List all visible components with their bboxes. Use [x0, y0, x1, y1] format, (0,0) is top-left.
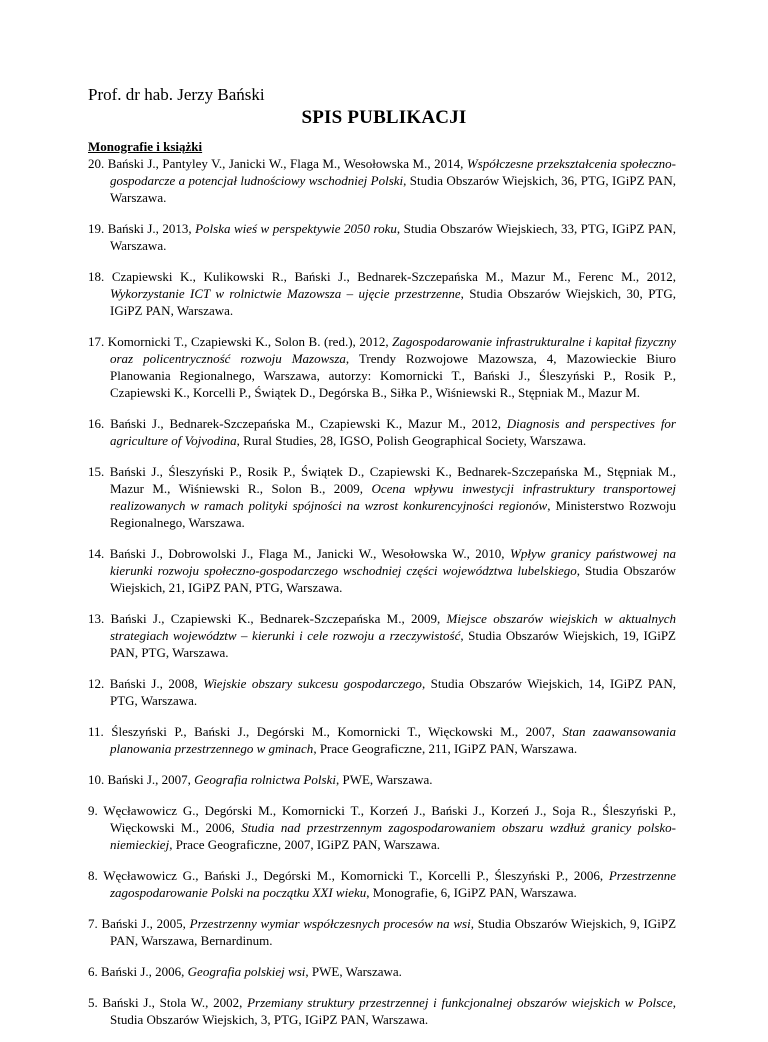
- entry-details: Studia Obszarów Wiejskich, 9, IGiPZ PAN, Warszawa, Bernardinum.: [110, 916, 677, 948]
- entry-details: , Prace Geograficzne, 2007, IGiPZ PAN, Warszawa.: [169, 837, 440, 852]
- publication-entry: [88, 771, 676, 788]
- entry-details: , Rural Studies, 28, IGSO, Polish Geographical Society, Warszawa.: [236, 433, 587, 448]
- publication-entry: [88, 155, 676, 206]
- entry-details: , Studia Obszarów Wiejskich, 21, IGiPZ PAN, PTG, Warszawa.: [110, 563, 676, 595]
- entry-authors: 5. Bański J., Stola W., 2002,: [88, 995, 248, 1010]
- publication-entry: [88, 802, 676, 853]
- entry-details: , PWE, Warszawa.: [305, 964, 402, 979]
- entry-authors: 17. Komornicki T., Czapiewski K., Solon B. (red.), 2012,: [88, 334, 393, 349]
- entry-details: , Studia Obszarów Wiejskich, 3, PTG, IGiPZ PAN, Warszawa.: [110, 995, 676, 1027]
- author-name: Prof. dr hab. Jerzy Bański: [88, 85, 265, 104]
- entry-title: Polska wieś w perspektywie 2050 roku: [195, 221, 397, 236]
- page-title: SPIS PUBLIKACJI: [301, 107, 467, 128]
- publication-entry: [88, 994, 676, 1028]
- entry-authors: 18. Czapiewski K., Kulikowski R., Bański J., Bednarek-Szczepańska M., Mazur M., Ferenc M., 2012,: [88, 269, 676, 284]
- entry-title: Wykorzystanie ICT w rolnictwie Mazowsza – ujęcie przestrzenne: [110, 286, 461, 301]
- entry-title: Miejsce obszarów wiejskich w aktualnych strategiach województw – kierunki i cele rozwoju a rzeczywistość: [110, 611, 676, 643]
- entry-details: , Ministerstwo Rozwoju Regionalnego, Warszawa.: [110, 498, 676, 530]
- entry-authors: 16. Bański J., Bednarek-Szczepańska M., Czapiewski K., Mazur M., 2012,: [88, 416, 507, 431]
- entry-authors: 8. Węcławowicz G., Bański J., Degórski M., Komornicki T., Korcelli P., Śleszyński P., 2006,: [88, 868, 609, 883]
- entry-details: , Studia Obszarów Wiejskich, 36, PTG, IGiPZ PAN, Warszawa.: [110, 173, 677, 205]
- entry-title: Diagnosis and perspectives for agriculture of Vojvodina: [110, 416, 676, 448]
- publication-entry: [88, 915, 676, 949]
- entry-title: Wpływ granicy państwowej na kierunki rozwoju społeczno-gospodarczego wschodniej części województwa lubelskiego: [110, 546, 676, 578]
- entry-authors: 11. Śleszyński P., Bański J., Degórski M., Komornicki T., Więckowski M., 2007,: [88, 724, 563, 739]
- entry-details: , Prace Geograficzne, 211, IGiPZ PAN, Warszawa.: [313, 741, 578, 756]
- entry-authors: 12. Bański J., 2008,: [88, 676, 204, 691]
- entry-title: Geografia rolnictwa Polski: [194, 772, 336, 787]
- entry-authors: 10. Bański J., 2007,: [88, 772, 195, 787]
- entry-authors: 19. Bański J., 2013,: [88, 221, 196, 236]
- entry-title: Studia nad przestrzennym zagospodarowaniem obszaru wzdłuż granicy polsko-niemieckiej: [110, 820, 676, 852]
- entry-title: Geografia polskiej wsi: [187, 964, 306, 979]
- entry-title: Wiejskie obszary sukcesu gospodarczego: [203, 676, 422, 691]
- entry-authors: 7. Bański J., 2005,: [88, 916, 190, 931]
- entry-authors: 13. Bański J., Czapiewski K., Bednarek-Szczepańska M., 2009,: [88, 611, 447, 626]
- entry-details: , Studia Obszarów Wiejskich, 30, PTG, IGiPZ PAN, Warszawa.: [110, 286, 676, 318]
- publication-entry: [88, 963, 676, 980]
- entry-details: , Studia Obszarów Wiejskich, 19, IGiPZ PAN, PTG, Warszawa.: [110, 628, 676, 660]
- entry-details: , PWE, Warszawa.: [335, 772, 433, 787]
- publication-entry: [88, 723, 676, 757]
- entry-title: Przestrzenny wymiar współczesnych procesów na wsi,: [189, 916, 474, 931]
- entry-authors: 9. Węcławowicz G., Degórski M., Komornicki T., Korzeń J., Bański J., Korzeń J., Soja R., Śleszyński P., Więckowski M., 2006,: [88, 803, 676, 835]
- entry-title: Stan zaawansowania planowania przestrzennego w gminach: [110, 724, 677, 756]
- entry-details: , Monografie, 6, IGiPZ PAN, Warszawa.: [366, 885, 577, 900]
- publication-entry: [88, 415, 676, 449]
- entry-details: , Trendy Rozwojowe Mazowsza, 4, Mazowieckie Biuro Planowania Regionalnego, Warszawa, autorzy: Komornicki T., Bański J., Śleszyński P., Rosik P., Czapiewski K., Korcelli P., Świątek D., Degórska B., Siłka P., Wiśniewski R., Stępniak M., Mazur M.: [110, 351, 677, 400]
- publication-entry: [88, 268, 676, 319]
- entry-authors: 15. Bański J., Śleszyński P., Rosik P., Świątek D., Czapiewski K., Bednarek-Szczepańska M., Stępniak M., Mazur M., Wiśniewski R., Solon B., 2009,: [88, 464, 676, 496]
- entry-title: Przemiany struktury przestrzennej i funkcjonalnej obszarów wiejskich w Polsce: [247, 995, 673, 1010]
- section-heading: Monografie i książki: [88, 139, 203, 154]
- publication-entry: [88, 675, 676, 709]
- entry-title: Ocena wpływu inwestycji infrastruktury transportowej realizowanych w ramach polityki spójności na wzrost konkurencyjności regionów: [110, 481, 676, 513]
- entry-details: , Studia Obszarów Wiejskiech, 33, PTG, IGiPZ PAN, Warszawa.: [110, 221, 677, 253]
- entry-authors: 6. Bański J., 2006,: [88, 964, 188, 979]
- entry-title: Zagospodarowanie infrastrukturalne i kapitał fizyczny oraz policentryczność rozwoju Mazowsza: [110, 334, 677, 366]
- entry-authors: 20. Bański J., Pantyley V., Janicki W., Flaga M., Wesołowska M., 2014,: [88, 156, 467, 171]
- publication-entry: [88, 333, 676, 401]
- publication-list: [88, 155, 676, 1042]
- publication-entry: [88, 545, 676, 596]
- publication-entry: [88, 220, 676, 254]
- entry-authors: 14. Bański J., Dobrowolski J., Flaga M., Janicki W., Wesołowska W., 2010,: [88, 546, 511, 561]
- publication-entry: [88, 463, 676, 531]
- entry-title: Przestrzenne zagospodarowanie Polski na początku XXI wieku: [110, 868, 676, 900]
- publication-entry: [88, 610, 676, 661]
- entry-details: , Studia Obszarów Wiejskich, 14, IGiPZ PAN, PTG, Warszawa.: [110, 676, 676, 708]
- entry-title: Współczesne przekształcenia społeczno-gospodarcze a potencjał ludnościowy wschodniej Polski: [110, 156, 676, 188]
- publication-entry: [88, 867, 676, 901]
